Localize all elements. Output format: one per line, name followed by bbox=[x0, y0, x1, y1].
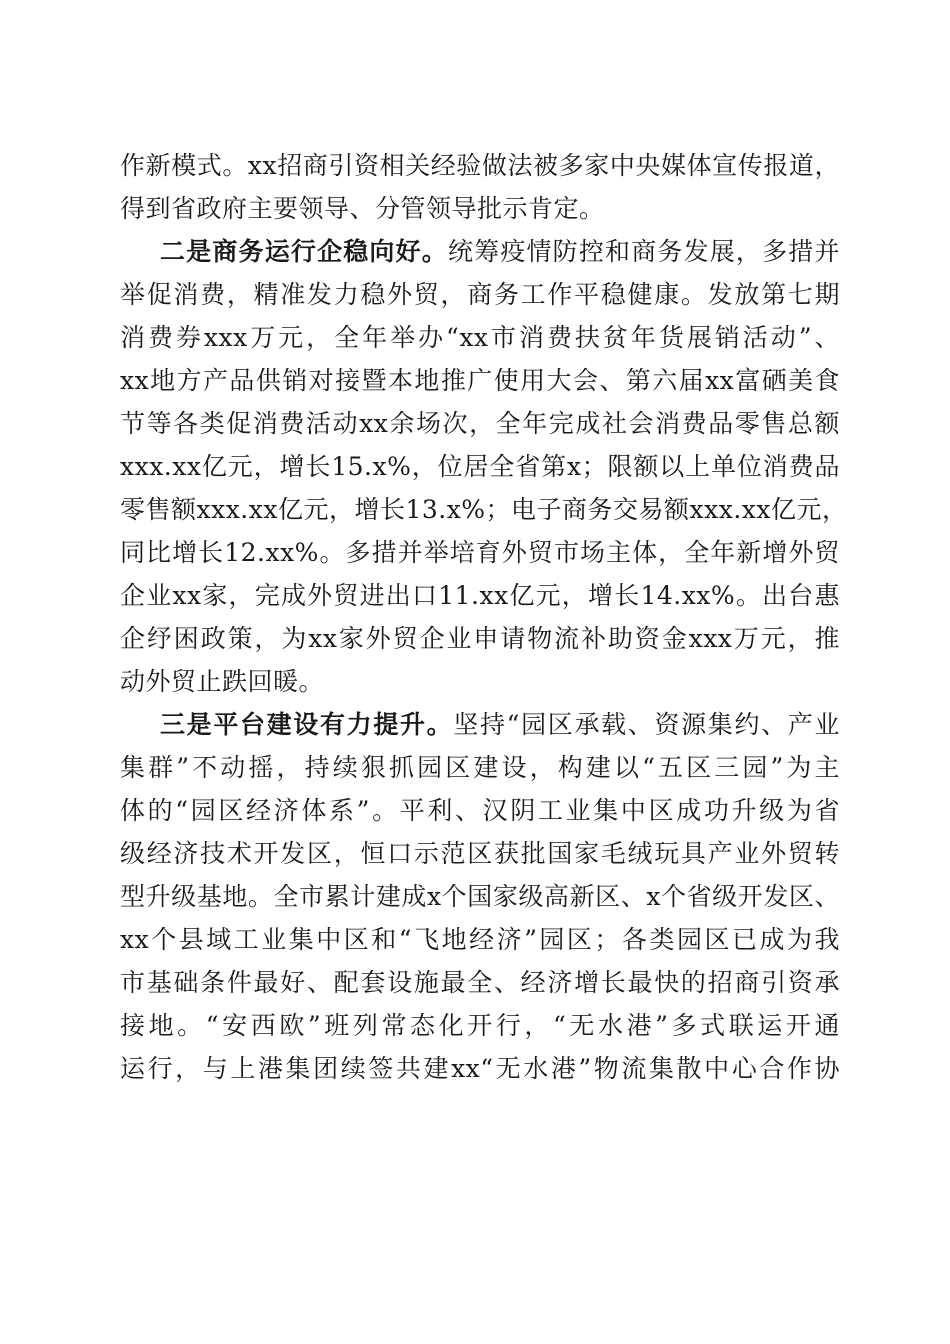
text-line: 企业xx家，完成外贸进出口11.xx亿元，增长14.xx%。出台惠 bbox=[120, 581, 840, 610]
section-lead-heading: 二是商务运行企稳向好。 bbox=[160, 237, 448, 266]
text-line: 作新模式。xx招商引资相关经验做法被多家中央媒体宣传报道， bbox=[120, 151, 840, 180]
text-line: 节等各类促消费活动xx余场次，全年完成社会消费品零售总额 bbox=[120, 409, 840, 438]
text-line: 消费券xxx万元，全年举办“xx市消费扶贫年货展销活动”、 bbox=[120, 323, 840, 352]
text-line: 得到省政府主要领导、分管领导批示肯定。 bbox=[120, 194, 605, 223]
text-line: 型升级基地。全市累计建成x个国家级高新区、x个省级开发区、 bbox=[120, 882, 840, 911]
text-line: 企纾困政策，为xx家外贸企业申请物流补助资金xxx万元，推 bbox=[120, 624, 840, 653]
text-line: xxx.xx亿元，增长15.x%，位居全省第x；限额以上单位消费品 bbox=[120, 452, 840, 481]
text-line: 级经济技术开发区，恒口示范区获批国家毛绒玩具产业外贸转 bbox=[120, 839, 840, 868]
text-line: 运行，与上港集团续签共建xx“无水港”物流集散中心合作协 bbox=[120, 1054, 840, 1083]
paragraph-line bbox=[160, 705, 840, 745]
section-lead-heading: 三是平台建设有力提升。 bbox=[160, 710, 454, 739]
text-line: 举促消费，精准发力稳外贸，商务工作平稳健康。发放第七期 bbox=[120, 280, 840, 309]
text-line: 市基础条件最好、配套设施最全、经济增长最快的招商引资承 bbox=[120, 968, 840, 997]
text-line: 体的“园区经济体系”。平利、汉阴工业集中区成功升级为省 bbox=[120, 796, 840, 825]
text-line: 接地。“安西欧”班列常态化开行，“无水港”多式联运开通 bbox=[120, 1011, 840, 1040]
text-line: 集群”不动摇，持续狠抓园区建设，构建以“五区三园”为主 bbox=[120, 753, 840, 782]
text-line: xx个县域工业集中区和“飞地经济”园区；各类园区已成为我 bbox=[120, 925, 840, 954]
text-line: xx地方产品供销对接暨本地推广使用大会、第六届xx富硒美食 bbox=[120, 366, 840, 395]
paragraph-line bbox=[160, 232, 840, 272]
text-line: 动外贸止跌回暖。 bbox=[120, 667, 325, 696]
text-line: 同比增长12.xx%。多措并举培育外贸市场主体，全年新增外贸 bbox=[120, 538, 840, 567]
text-line: 零售额xxx.xx亿元，增长13.x%；电子商务交易额xxx.xx亿元， bbox=[120, 495, 848, 524]
text-span: 坚持“园区承载、资源集约、产业 bbox=[453, 710, 840, 739]
text-span: 统筹疫情防控和商务发展，多措并 bbox=[447, 237, 840, 266]
